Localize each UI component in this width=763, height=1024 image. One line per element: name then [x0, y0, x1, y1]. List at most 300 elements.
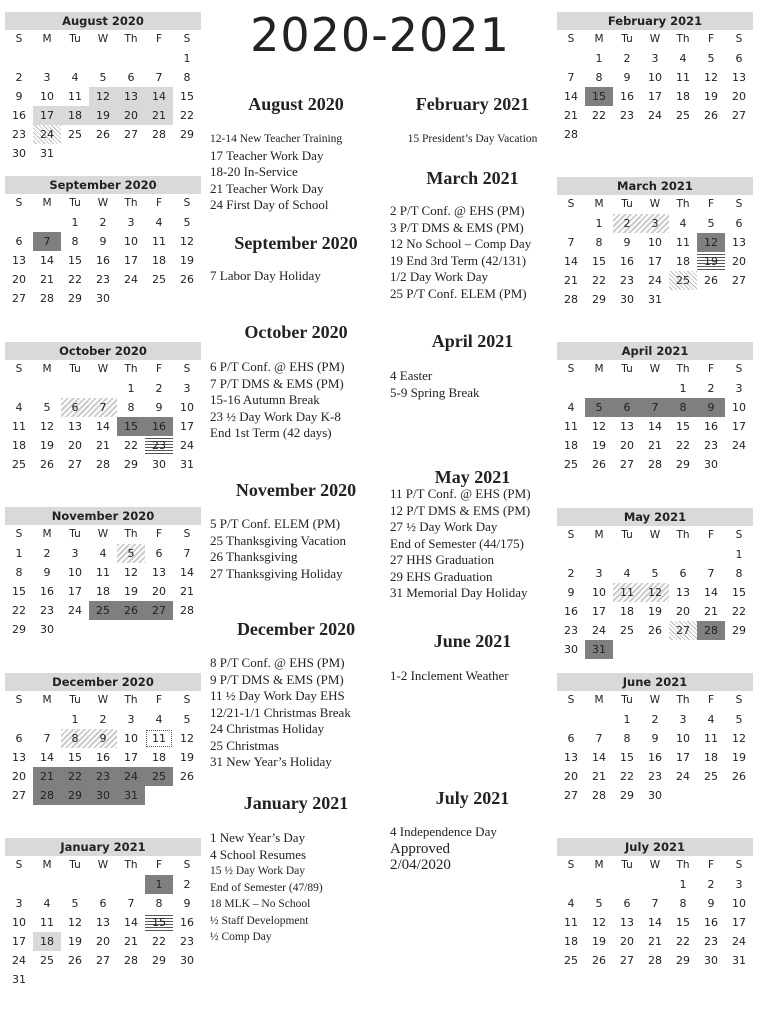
weekday-label: F: [707, 363, 715, 375]
day-cell: 15: [180, 90, 194, 103]
day-cell: 5: [71, 897, 79, 910]
weekday-label: Tu: [621, 529, 633, 541]
event-item: 1 New Year’s Day: [210, 830, 306, 845]
day-cell: 19: [697, 252, 725, 271]
day-cell: 10: [648, 236, 662, 249]
day-cell: 15: [732, 586, 746, 599]
day-cell: 11: [564, 916, 578, 929]
weekday-label: Tu: [621, 859, 633, 871]
event-item: 17 Teacher Work Day: [210, 147, 324, 163]
empty-cell: [145, 49, 173, 68]
day-cell: 22: [124, 439, 138, 452]
weekday-label: W: [97, 33, 109, 45]
day-cell: 28: [592, 789, 606, 802]
weekday-label: W: [649, 529, 661, 541]
day-cell: 9: [707, 897, 715, 910]
day-cell: 8: [679, 897, 687, 910]
calendar-january-2021: [5, 838, 201, 989]
event-item: 29 EHS Graduation: [390, 568, 493, 584]
day-cell: 20: [564, 770, 578, 783]
day-cell: 18: [676, 90, 690, 103]
day-cell: 30: [704, 458, 718, 471]
calendar-july-2021: [557, 838, 753, 970]
day-cell: 15: [145, 913, 173, 932]
calendar-february-2021: [557, 12, 753, 144]
day-cell: 4: [155, 713, 163, 726]
day-cell: 22: [592, 274, 606, 287]
day-cell: 23: [620, 274, 634, 287]
weekday-label: M: [42, 528, 52, 540]
weekday-label: W: [97, 197, 109, 209]
calendar-november-2020: [5, 507, 201, 639]
day-cell: 27: [620, 954, 634, 967]
day-cell: 27: [145, 601, 173, 620]
weekday-label: Th: [676, 859, 690, 871]
day-cell: 8: [669, 398, 697, 417]
day-cell: 15: [592, 255, 606, 268]
weekday-label: S: [735, 33, 743, 45]
weekday-label: M: [42, 33, 52, 45]
day-cell: 11: [96, 566, 110, 579]
events-january-2021: [210, 793, 382, 946]
day-cell: 8: [623, 732, 631, 745]
section-heading: November 2020: [235, 480, 357, 500]
day-cell: 31: [40, 147, 54, 160]
weekday-label: Tu: [69, 197, 81, 209]
day-cell: 25: [89, 601, 117, 620]
weekday-label: Tu: [69, 363, 81, 375]
day-cell: 17: [676, 751, 690, 764]
day-cell: 21: [40, 273, 54, 286]
day-cell: 27: [564, 789, 578, 802]
day-cell: 1: [71, 216, 79, 229]
day-cell: 13: [12, 751, 26, 764]
empty-cell: [613, 545, 641, 564]
day-cell: 18: [12, 439, 26, 452]
day-cell: 22: [732, 605, 746, 618]
day-cell: 14: [592, 751, 606, 764]
events-march-2021: [390, 168, 555, 302]
weekday-label: M: [42, 859, 52, 871]
event-item: Approved: [390, 840, 450, 857]
day-cell: 17: [648, 90, 662, 103]
day-cell: 19: [68, 935, 82, 948]
day-cell: 2: [707, 878, 715, 891]
empty-cell: [697, 545, 725, 564]
day-cell: 13: [117, 87, 145, 106]
day-cell: 24: [676, 770, 690, 783]
weekday-label: W: [649, 198, 661, 210]
day-cell: 29: [676, 954, 690, 967]
calendar-month-header: July 2021: [557, 838, 753, 856]
events-december-2020: [210, 619, 382, 771]
day-cell: 31: [12, 973, 26, 986]
empty-cell: [5, 875, 33, 894]
weekday-label: F: [707, 694, 715, 706]
section-heading: December 2020: [236, 619, 356, 639]
day-cell: 18: [152, 751, 166, 764]
day-cell: 25: [669, 271, 697, 290]
calendar-grid: [5, 360, 201, 474]
day-cell: 20: [12, 273, 26, 286]
day-cell: 12: [124, 566, 138, 579]
day-cell: 10: [592, 586, 606, 599]
calendar-grid: [557, 195, 753, 309]
weekday-label: M: [42, 197, 52, 209]
day-cell: 16: [704, 420, 718, 433]
event-item: 21 Teacher Work Day: [210, 180, 324, 196]
day-cell: 6: [155, 547, 163, 560]
day-cell: 20: [117, 106, 145, 125]
day-cell: 5: [651, 567, 659, 580]
day-cell: 1: [679, 382, 687, 395]
day-cell: 28: [648, 954, 662, 967]
day-cell: 26: [180, 770, 194, 783]
event-item: 5 P/T Conf. ELEM (PM): [210, 516, 341, 531]
day-cell: 23: [704, 935, 718, 948]
event-item: 11 P/T Conf. @ EHS (PM): [390, 486, 531, 501]
day-cell: 15: [620, 751, 634, 764]
day-cell: 24: [180, 439, 194, 452]
day-cell: 20: [12, 770, 26, 783]
day-cell: 10: [732, 401, 746, 414]
day-cell: 16: [648, 751, 662, 764]
day-cell: 6: [735, 217, 743, 230]
event-item: 25 Thanksgiving Vacation: [210, 532, 347, 548]
day-cell: 3: [651, 52, 659, 65]
weekday-label: F: [155, 528, 163, 540]
day-cell: 21: [33, 767, 61, 786]
event-item: ½ Staff Development: [210, 914, 309, 927]
empty-cell: [613, 379, 641, 398]
day-cell: 29: [180, 128, 194, 141]
day-cell: 17: [592, 605, 606, 618]
calendar-month-header: January 2021: [5, 838, 201, 856]
day-cell: 17: [12, 935, 26, 948]
day-cell: 26: [68, 954, 82, 967]
day-cell: 23: [648, 770, 662, 783]
events-november-2020: [210, 480, 382, 582]
day-cell: 17: [732, 420, 746, 433]
day-cell: 29: [68, 292, 82, 305]
day-cell: 15: [68, 254, 82, 267]
event-item: 15 ½ Day Work Day: [210, 865, 305, 877]
day-cell: 30: [564, 643, 578, 656]
weekday-label: Th: [124, 694, 138, 706]
day-cell: 18: [620, 605, 634, 618]
day-cell: 20: [620, 935, 634, 948]
day-cell: 12: [40, 420, 54, 433]
event-list: [390, 486, 555, 602]
day-cell: 19: [732, 751, 746, 764]
day-cell: 2: [99, 713, 107, 726]
day-cell: 2: [567, 567, 575, 580]
day-cell: 23: [40, 604, 54, 617]
weekday-label: S: [735, 198, 743, 210]
weekday-label: Th: [676, 363, 690, 375]
day-cell: 17: [124, 254, 138, 267]
day-cell: 5: [43, 401, 51, 414]
event-item: 2/04/2020: [390, 857, 451, 873]
weekday-label: S: [183, 694, 191, 706]
weekday-label: F: [155, 197, 163, 209]
day-cell: 20: [732, 255, 746, 268]
day-cell: 22: [676, 439, 690, 452]
day-cell: 6: [61, 398, 89, 417]
day-cell: 4: [99, 547, 107, 560]
event-list: [210, 359, 382, 442]
day-cell: 11: [704, 732, 718, 745]
empty-cell: [557, 379, 585, 398]
day-cell: 19: [592, 439, 606, 452]
events-august-2020: [210, 94, 382, 214]
day-cell: 20: [676, 605, 690, 618]
day-cell: 9: [183, 897, 191, 910]
day-cell: 20: [68, 439, 82, 452]
event-item: 15 President’s Day Vacation: [407, 133, 538, 145]
event-item: 27 ½ Day Work Day: [390, 519, 498, 534]
day-cell: 7: [43, 732, 51, 745]
day-cell: 28: [152, 128, 166, 141]
day-cell: 26: [732, 770, 746, 783]
day-cell: 6: [679, 567, 687, 580]
day-cell: 29: [732, 624, 746, 637]
weekday-label: S: [567, 859, 575, 871]
day-cell: 6: [15, 732, 23, 745]
day-cell: 6: [623, 897, 631, 910]
event-item: 27 HHS Graduation: [390, 552, 494, 567]
event-item: 12/21-1/1 Christmas Break: [210, 704, 351, 720]
day-cell: 12: [592, 420, 606, 433]
day-cell: 5: [707, 52, 715, 65]
section-heading: May 2021: [434, 467, 511, 487]
day-cell: 21: [124, 935, 138, 948]
day-cell: 4: [155, 216, 163, 229]
day-cell: 5: [99, 71, 107, 84]
day-cell: 26: [117, 601, 145, 620]
empty-cell: [61, 379, 89, 398]
weekday-label: S: [567, 33, 575, 45]
day-cell: 16: [180, 916, 194, 929]
day-cell: 8: [155, 897, 163, 910]
day-cell: 8: [71, 235, 79, 248]
day-cell: 11: [40, 916, 54, 929]
calendar-december-2020: [5, 673, 201, 805]
event-item: 12 No School – Comp Day: [390, 236, 532, 251]
day-cell: 2: [707, 382, 715, 395]
day-cell: 31: [732, 954, 746, 967]
calendar-grid: [557, 360, 753, 474]
calendar-grid: [5, 691, 201, 805]
event-item: 7 P/T DMS & EMS (PM): [210, 375, 344, 391]
event-item: 4 Independence Day: [390, 824, 497, 839]
weekday-label: W: [97, 363, 109, 375]
day-cell: 23: [180, 935, 194, 948]
calendar-march-2021: [557, 177, 753, 309]
calendar-grid: [5, 856, 201, 989]
calendar-grid: [5, 525, 201, 639]
day-cell: 17: [68, 585, 82, 598]
weekday-label: Tu: [621, 33, 633, 45]
day-cell: 2: [651, 713, 659, 726]
day-cell: 5: [117, 544, 145, 563]
event-list: [210, 516, 382, 582]
day-cell: 27: [620, 458, 634, 471]
day-cell: 19: [89, 106, 117, 125]
weekday-label: S: [735, 529, 743, 541]
day-cell: 23: [96, 273, 110, 286]
day-cell: 18: [676, 255, 690, 268]
empty-cell: [117, 49, 145, 68]
day-cell: 28: [697, 621, 725, 640]
day-cell: 13: [620, 916, 634, 929]
day-cell: 17: [124, 751, 138, 764]
day-cell: 25: [704, 770, 718, 783]
day-cell: 5: [707, 217, 715, 230]
day-cell: 6: [99, 897, 107, 910]
calendar-grid: [557, 30, 753, 144]
weekday-label: M: [594, 33, 604, 45]
day-cell: 29: [61, 786, 89, 805]
event-item: 11 ½ Day Work Day EHS: [210, 688, 345, 703]
day-cell: 30: [620, 293, 634, 306]
event-item: 2 P/T Conf. @ EHS (PM): [390, 203, 525, 218]
weekday-label: Tu: [69, 33, 81, 45]
day-cell: 27: [732, 274, 746, 287]
day-cell: 7: [127, 897, 135, 910]
day-cell: 21: [648, 935, 662, 948]
day-cell: 1: [595, 217, 603, 230]
weekday-label: S: [183, 363, 191, 375]
day-cell: 16: [12, 109, 26, 122]
day-cell: 21: [564, 274, 578, 287]
day-cell: 10: [12, 916, 26, 929]
day-cell: 29: [676, 458, 690, 471]
day-cell: 28: [40, 292, 54, 305]
day-cell: 11: [613, 583, 641, 602]
day-cell: 27: [732, 109, 746, 122]
page-title: 2020-2021: [250, 8, 510, 62]
day-cell: 3: [71, 547, 79, 560]
day-cell: 30: [152, 458, 166, 471]
weekday-label: S: [567, 529, 575, 541]
calendar-month-header: September 2020: [5, 176, 201, 194]
event-item: 31 New Year’s Holiday: [210, 754, 332, 769]
empty-cell: [33, 49, 61, 68]
weekday-label: Tu: [69, 859, 81, 871]
day-cell: 1: [623, 713, 631, 726]
event-item: 27 Thanksgiving Holiday: [210, 565, 343, 581]
day-cell: 6: [567, 732, 575, 745]
empty-cell: [585, 379, 613, 398]
day-cell: 30: [180, 954, 194, 967]
day-cell: 16: [564, 605, 578, 618]
day-cell: 18: [61, 106, 89, 125]
day-cell: 4: [679, 52, 687, 65]
day-cell: 24: [124, 273, 138, 286]
day-cell: 2: [183, 878, 191, 891]
day-cell: 6: [15, 235, 23, 248]
empty-cell: [669, 545, 697, 564]
day-cell: 21: [180, 585, 194, 598]
day-cell: 1: [15, 547, 23, 560]
day-cell: 8: [183, 71, 191, 84]
day-cell: 16: [96, 751, 110, 764]
day-cell: 22: [12, 604, 26, 617]
weekday-label: F: [707, 529, 715, 541]
day-cell: 11: [676, 236, 690, 249]
day-cell: 12: [68, 916, 82, 929]
weekday-label: S: [183, 197, 191, 209]
day-cell: 13: [564, 751, 578, 764]
event-item: 4 Easter: [390, 368, 433, 383]
weekday-label: S: [735, 694, 743, 706]
empty-cell: [89, 875, 117, 894]
event-list: [210, 131, 382, 214]
empty-cell: [5, 710, 33, 729]
day-cell: 7: [155, 71, 163, 84]
calendar-month-header: May 2021: [557, 508, 753, 526]
weekday-label: Th: [124, 33, 138, 45]
events-june-2021: [390, 631, 555, 685]
day-cell: 12: [704, 71, 718, 84]
day-cell: 2: [15, 71, 23, 84]
event-item: 19 End 3rd Term (42/131): [390, 252, 527, 268]
day-cell: 19: [704, 90, 718, 103]
day-cell: 22: [68, 273, 82, 286]
day-cell: 27: [12, 789, 26, 802]
day-cell: 10: [68, 566, 82, 579]
empty-cell: [33, 710, 61, 729]
weekday-label: F: [155, 694, 163, 706]
day-cell: 21: [96, 439, 110, 452]
day-cell: 13: [152, 566, 166, 579]
empty-cell: [33, 379, 61, 398]
day-cell: 3: [595, 567, 603, 580]
day-cell: 26: [40, 458, 54, 471]
event-list: [390, 368, 555, 401]
event-item: 26 Thanksgiving: [210, 549, 298, 564]
day-cell: 27: [96, 954, 110, 967]
weekday-label: S: [15, 363, 23, 375]
calendar-june-2021: [557, 673, 753, 805]
weekday-label: Th: [676, 198, 690, 210]
day-cell: 21: [564, 109, 578, 122]
day-cell: 28: [124, 954, 138, 967]
day-cell: 17: [180, 420, 194, 433]
calendar-grid: [557, 691, 753, 805]
calendar-grid: [557, 526, 753, 659]
event-item: 6 P/T Conf. @ EHS (PM): [210, 359, 345, 374]
day-cell: 14: [40, 254, 54, 267]
day-cell: 17: [33, 106, 61, 125]
day-cell: 13: [96, 916, 110, 929]
day-cell: 4: [707, 713, 715, 726]
event-item: 31 Memorial Day Holiday: [390, 585, 528, 600]
empty-cell: [641, 379, 669, 398]
event-item: 12-14 New Teacher Training: [210, 133, 343, 145]
day-cell: 16: [40, 585, 54, 598]
day-cell: 12: [592, 916, 606, 929]
calendar-month-header: March 2021: [557, 177, 753, 195]
empty-cell: [557, 710, 585, 729]
section-heading: April 2021: [431, 331, 514, 351]
weekday-label: Tu: [69, 694, 81, 706]
empty-cell: [585, 545, 613, 564]
events-september-2020: [210, 233, 382, 285]
day-cell: 22: [592, 109, 606, 122]
day-cell: 3: [43, 71, 51, 84]
